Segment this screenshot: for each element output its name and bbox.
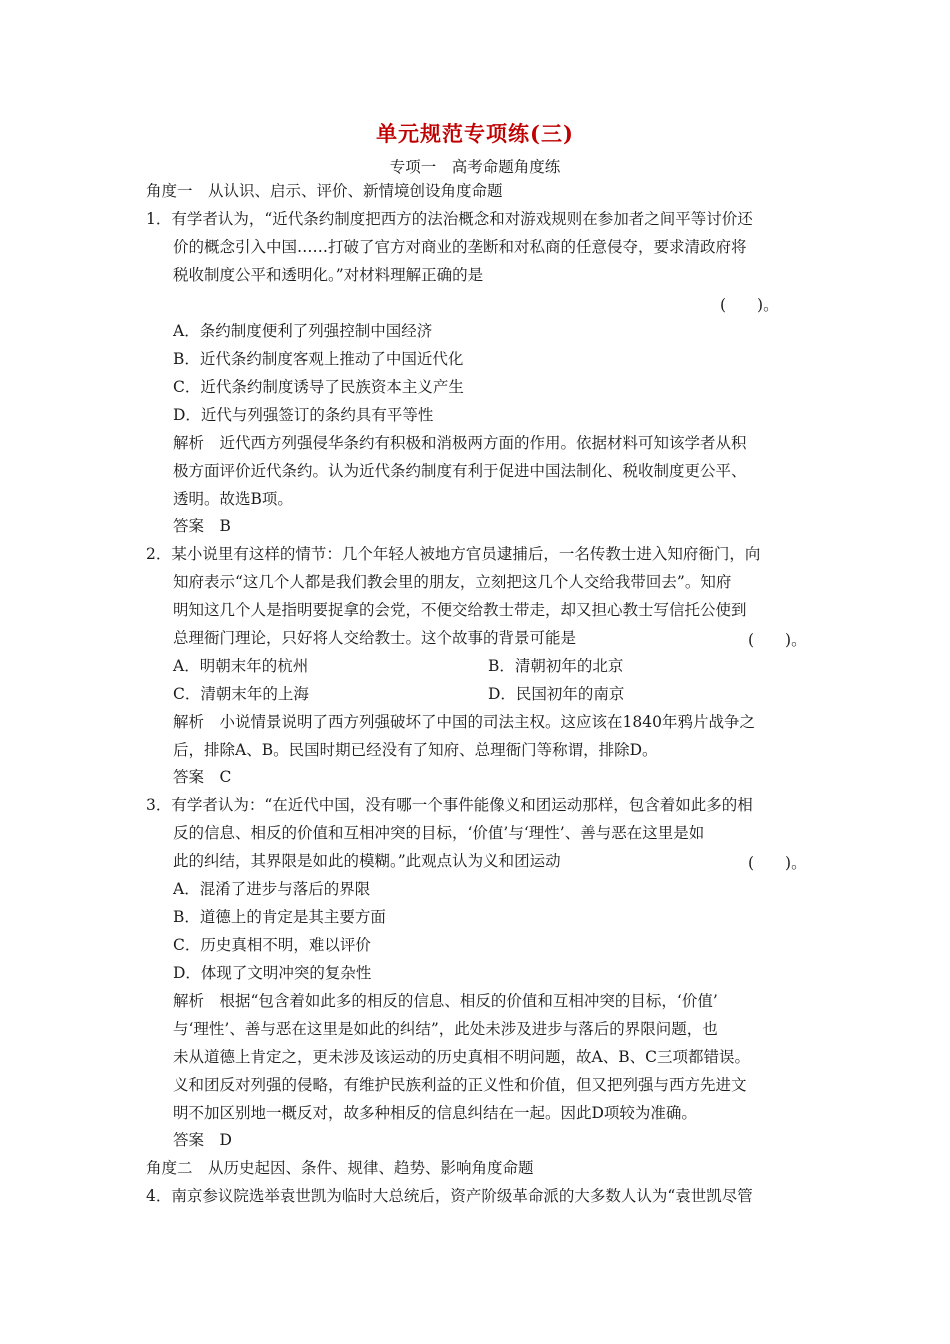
q3-analysis-line-5: 明不加区别地一概反对，故多种相反的信息纠结在一起。因此D项较为准确。	[173, 1104, 697, 1122]
q1-stem-line-2: 价的概念引入中国……打破了官方对商业的垄断和对私商的任意侵夺，要求清政府将	[173, 238, 747, 256]
q1-option-a: A．条约制度便利了列强控制中国经济	[173, 322, 433, 340]
q3-option-b: B．道德上的肯定是其主要方面	[173, 908, 386, 926]
q3-stem-line-3: 此的纠结，其界限是如此的模糊。”此观点认为义和团运动	[173, 852, 561, 870]
q3-analysis-line-3: 未从道德上肯定之，更未涉及该运动的历史真相不明问题，故A、B、C三项都错误。	[173, 1048, 750, 1066]
q2-option-d: D．民国初年的南京	[488, 685, 625, 703]
q3-answer-blank: ( )。	[748, 854, 807, 872]
q1-analysis-line-3: 透明。故选B项。	[173, 490, 293, 508]
q1-analysis-line-1: 解析 近代西方列强侵华条约有积极和消极两方面的作用。依据材料可知该学者从积	[173, 434, 747, 452]
q1-answer-blank: ( )。	[720, 296, 779, 314]
q3-option-c: C．历史真相不明，难以评价	[173, 936, 371, 954]
q3-answer: 答案 D	[173, 1131, 232, 1149]
q1-stem-line-1: 1．有学者认为，“近代条约制度把西方的法治概念和对游戏规则在参加者之间平等讨价还	[146, 210, 753, 228]
q2-stem-line-3: 明知这几个人是指明要捉拿的会党，不便交给教士带走，却又担心教士写信托公使到	[173, 601, 747, 619]
q3-stem-line-2: 反的信息、相反的价值和互相冲突的目标，‘价值’与‘理性’、善与恶在这里是如	[173, 824, 705, 842]
q1-analysis-line-2: 极方面评价近代条约。认为近代条约制度有利于促进中国法制化、税收制度更公平、	[173, 462, 747, 480]
q2-option-c: C．清朝末年的上海	[173, 685, 309, 703]
q2-option-a: A．明朝末年的杭州	[173, 657, 309, 675]
q2-answer: 答案 C	[173, 768, 232, 786]
q1-option-c: C．近代条约制度诱导了民族资本主义产生	[173, 378, 464, 396]
q2-stem-line-2: 知府表示“这几个人都是我们教会里的朋友，立刻把这几个人交给我带回去”。知府	[173, 573, 732, 591]
q3-analysis-line-2: 与‘理性’、善与恶在这里是如此的纠结”，此处未涉及进步与落后的界限问题，也	[173, 1020, 718, 1038]
q2-analysis-line-1: 解析 小说情景说明了西方列强破坏了中国的司法主权。这应该在1840年鸦片战争之	[173, 713, 755, 731]
q3-analysis-line-1: 解析 根据“包含着如此多的相反的信息、相反的价值和互相冲突的目标，‘价值’	[173, 992, 718, 1010]
q2-analysis-line-2: 后，排除A、B。民国时期已经没有了知府、总理衙门等称谓，排除D。	[173, 741, 658, 759]
q1-stem-line-3: 税收制度公平和透明化。”对材料理解正确的是	[173, 266, 484, 284]
angle-heading-2: 角度二 从历史起因、条件、规律、趋势、影响角度命题	[146, 1159, 534, 1177]
angle-heading-1: 角度一 从认识、启示、评价、新情境创设角度命题	[146, 182, 503, 200]
q2-option-b: B．清朝初年的北京	[488, 657, 624, 675]
q3-option-d: D．体现了文明冲突的复杂性	[173, 964, 372, 982]
q3-option-a: A．混淆了进步与落后的界限	[173, 880, 371, 898]
q3-stem-line-1: 3．有学者认为：“在近代中国，没有哪一个事件能像义和团运动那样，包含着如此多的相	[146, 796, 753, 814]
section-subtitle: 专项一 高考命题角度练	[389, 158, 561, 176]
q3-analysis-line-4: 义和团反对列强的侵略，有维护民族利益的正义性和价值，但又把列强与西方先进文	[173, 1076, 747, 1094]
q2-stem-line-4: 总理衙门理论，只好将人交给教士。这个故事的背景可能是	[173, 629, 577, 647]
q1-option-d: D．近代与列强签订的条约具有平等性	[173, 406, 434, 424]
page-title: 单元规范专项练(三)	[376, 121, 574, 146]
q1-option-b: B．近代条约制度客观上推动了中国近代化	[173, 350, 464, 368]
q2-answer-blank: ( )。	[748, 631, 807, 649]
q2-stem-line-1: 2．某小说里有这样的情节：几个年轻人被地方官员逮捕后，一名传教士进入知府衙门，向	[146, 545, 761, 563]
q4-stem-line-1: 4．南京参议院选举袁世凯为临时大总统后，资产阶级革命派的大多数人认为“袁世凯尽管	[146, 1187, 753, 1205]
q1-answer: 答案 B	[173, 517, 231, 535]
